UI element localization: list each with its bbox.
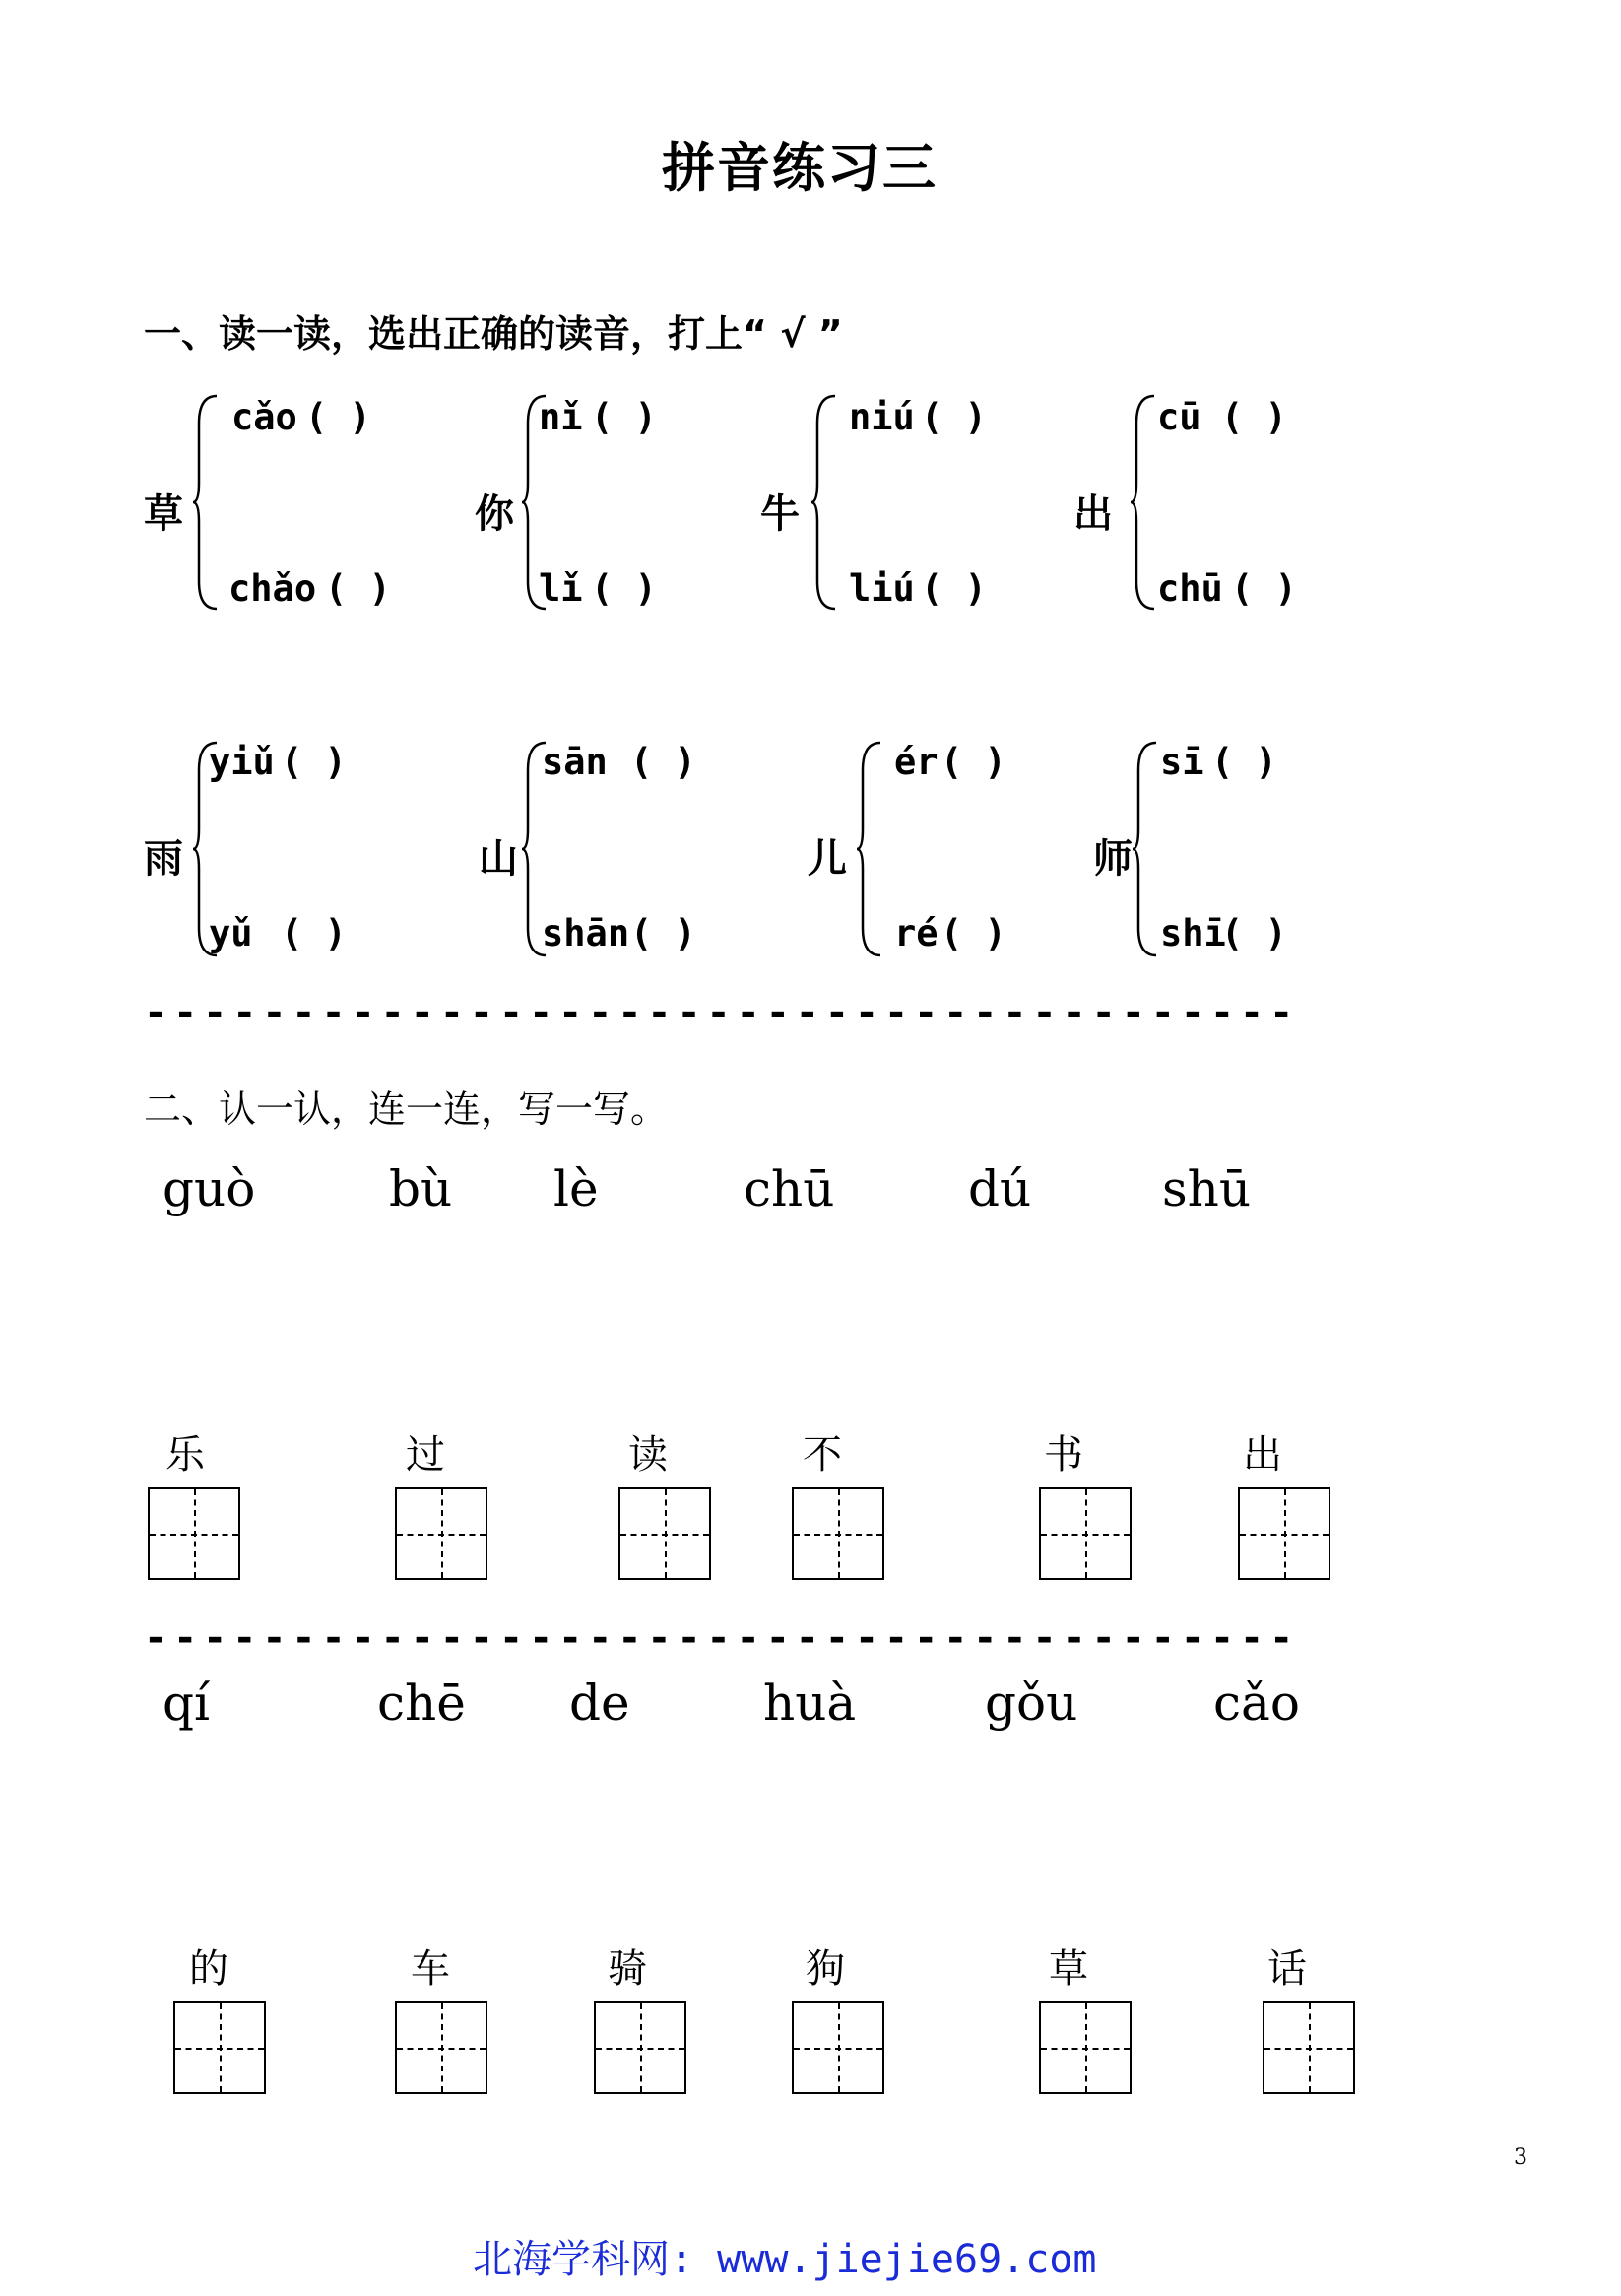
- divider: ---------------------------------------: [144, 1615, 1300, 1661]
- writing-grid[interactable]: [1039, 1487, 1132, 1580]
- hanzi-label: 过: [406, 1432, 445, 1477]
- pinyin-word: guò: [162, 1160, 256, 1217]
- writing-grid[interactable]: [395, 1487, 487, 1580]
- answer-paren[interactable]: ( ): [940, 741, 1006, 783]
- brace-icon: [193, 394, 219, 611]
- writing-grid[interactable]: [173, 2001, 266, 2094]
- writing-grid[interactable]: [594, 2001, 686, 2094]
- hanzi-label: 骑: [608, 1946, 647, 1992]
- answer-paren[interactable]: ( ): [1221, 396, 1287, 438]
- option-bottom: liú: [849, 567, 915, 610]
- hanzi-label: 草: [1049, 1946, 1088, 1992]
- option-top: cǎo: [231, 396, 297, 438]
- brace-icon: [857, 741, 882, 957]
- brace-icon: [1131, 394, 1156, 611]
- hanzi-er: 儿: [808, 836, 847, 882]
- option-top: cū: [1157, 396, 1201, 438]
- answer-paren[interactable]: ( ): [940, 912, 1006, 954]
- brace-icon: [811, 394, 837, 611]
- hanzi-chu: 出: [1073, 492, 1113, 537]
- option-bottom: shān: [542, 912, 630, 954]
- writing-grid[interactable]: [1263, 2001, 1355, 2094]
- writing-grid[interactable]: [1238, 1487, 1330, 1580]
- hanzi-label: 出: [1243, 1432, 1282, 1477]
- pinyin-word: bù: [389, 1160, 453, 1217]
- pinyin-word: de: [569, 1674, 630, 1732]
- option-bottom: chǎo: [228, 567, 317, 610]
- hanzi-ni: 你: [475, 492, 514, 537]
- option-bottom: yǔ: [209, 912, 253, 954]
- answer-paren[interactable]: ( ): [281, 741, 347, 783]
- pinyin-word: gǒu: [985, 1674, 1078, 1732]
- writing-grid[interactable]: [148, 1487, 240, 1580]
- answer-paren[interactable]: ( ): [921, 396, 987, 438]
- hanzi-label: 车: [411, 1946, 450, 1992]
- answer-paren[interactable]: ( ): [591, 396, 657, 438]
- pinyin-word: shū: [1162, 1160, 1252, 1217]
- answer-paren[interactable]: ( ): [630, 912, 696, 954]
- writing-grid[interactable]: [618, 1487, 711, 1580]
- option-bottom: chū: [1157, 567, 1223, 610]
- pinyin-word: huà: [763, 1674, 857, 1732]
- writing-grid[interactable]: [395, 2001, 487, 2094]
- hanzi-niu: 牛: [760, 492, 800, 537]
- answer-paren[interactable]: ( ): [630, 741, 696, 783]
- answer-paren[interactable]: ( ): [305, 396, 371, 438]
- writing-grid[interactable]: [1039, 2001, 1132, 2094]
- hanzi-label: 乐: [165, 1432, 205, 1477]
- hanzi-shi: 师: [1093, 836, 1133, 882]
- pinyin-word: cǎo: [1213, 1674, 1300, 1732]
- pinyin-word: lè: [553, 1160, 599, 1217]
- option-top: sī: [1160, 741, 1204, 783]
- answer-paren[interactable]: ( ): [591, 567, 657, 610]
- hanzi-yu: 雨: [144, 836, 183, 882]
- option-bottom: ré: [894, 912, 939, 954]
- option-top: sān: [542, 741, 608, 783]
- answer-paren[interactable]: ( ): [1231, 567, 1297, 610]
- hanzi-label: 书: [1044, 1432, 1083, 1477]
- pinyin-word: dú: [968, 1160, 1032, 1217]
- hanzi-label: 不: [803, 1432, 842, 1477]
- writing-grid[interactable]: [792, 2001, 884, 2094]
- option-bottom: lǐ: [539, 567, 583, 610]
- answer-paren[interactable]: ( ): [921, 567, 987, 610]
- writing-grid[interactable]: [792, 1487, 884, 1580]
- hanzi-label: 狗: [806, 1946, 845, 1992]
- answer-paren[interactable]: ( ): [1211, 741, 1277, 783]
- answer-paren[interactable]: ( ): [325, 567, 391, 610]
- hanzi-label: 话: [1267, 1946, 1307, 1992]
- brace-icon: [1133, 741, 1158, 957]
- hanzi-shan: 山: [479, 836, 518, 882]
- section1-heading: 一、读一读，选出正确的读音，打上“ √ ”: [144, 312, 843, 356]
- option-top: yiǔ: [209, 741, 275, 783]
- hanzi-cao: 草: [144, 492, 183, 537]
- hanzi-label: 的: [189, 1946, 228, 1992]
- pinyin-word: qí: [162, 1674, 210, 1732]
- section2-heading: 二、认一认，连一连，写一写。: [144, 1087, 669, 1131]
- option-top: ér: [894, 741, 939, 783]
- option-top: niú: [849, 396, 915, 438]
- pinyin-word: chū: [744, 1160, 835, 1217]
- option-bottom: shī: [1160, 912, 1226, 954]
- pinyin-word: chē: [377, 1674, 466, 1732]
- option-top: nǐ: [539, 396, 583, 438]
- page-number: 3: [1514, 2145, 1527, 2170]
- hanzi-label: 读: [628, 1432, 668, 1477]
- answer-paren[interactable]: ( ): [1221, 912, 1287, 954]
- page-title: 拼音练习三: [662, 137, 938, 199]
- divider: ---------------------------------------: [144, 990, 1300, 1035]
- answer-paren[interactable]: ( ): [281, 912, 347, 954]
- footer-watermark: 北海学科网: www.jiejie69.com: [473, 2237, 1097, 2282]
